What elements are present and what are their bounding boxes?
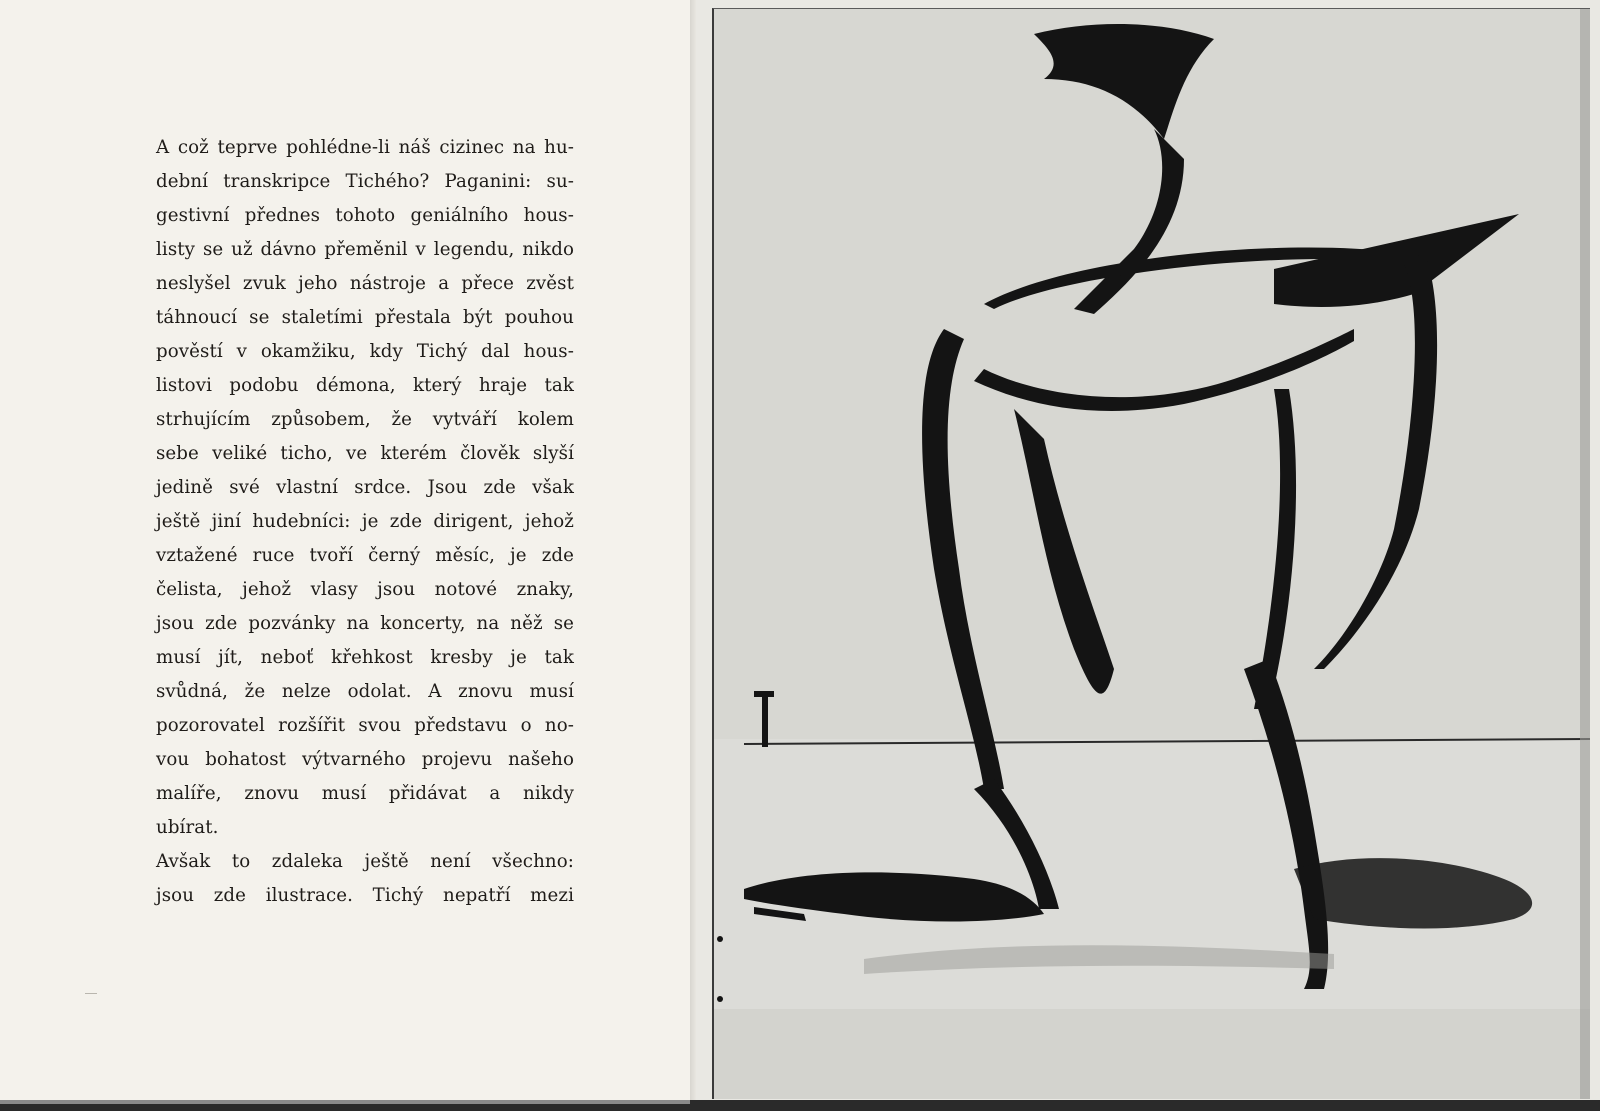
text-line: vou bohatost výtvarného projevu našeho — [156, 749, 574, 770]
left-page — [0, 0, 690, 1100]
illustration-plate — [712, 8, 1590, 1099]
text-line: Avšak to zdaleka ještě není všechno: — [156, 851, 574, 872]
text-line: musí jít, neboť křehkost kresby je tak — [156, 647, 574, 668]
crouching-figure-drawing — [714, 9, 1590, 1099]
text-line: A což teprve pohlédne-li náš cizinec na hu- — [156, 137, 574, 158]
bottom-edge — [0, 1100, 1600, 1111]
text-line: strhujícím způsobem, že vytváří kolem — [156, 409, 574, 430]
text-line: jsou zde ilustrace. Tichý nepatří mezi — [156, 885, 574, 906]
text-line: jedině své vlastní srdce. Jsou zde však — [156, 477, 574, 498]
text-line: pověstí v okamžiku, kdy Tichý dal hous- — [156, 341, 574, 362]
text-line: táhnoucí se staletími přestala být pouhou — [156, 307, 574, 328]
stray-mark — [85, 993, 97, 994]
body-text — [156, 131, 574, 913]
text-line: gestivní přednes tohoto geniálního hous- — [156, 205, 574, 226]
text-line: malíře, znovu musí přidávat a nikdy — [156, 783, 574, 804]
text-line: ubírat. — [156, 817, 219, 838]
text-line: svůdná, že nelze odolat. A znovu musí — [156, 681, 574, 702]
text-line: dební transkripce Tichého? Paganini: su- — [156, 171, 574, 192]
text-line: čelista, jehož vlasy jsou notové znaky, — [156, 579, 574, 600]
text-line: sebe veliké ticho, ve kterém člověk slyší — [156, 443, 574, 464]
text-line: pozorovatel rozšířit svou představu o no- — [156, 715, 574, 736]
text-line: listy se už dávno přeměnil v legendu, nikdo — [156, 239, 574, 260]
left-page-edge — [0, 1100, 690, 1104]
text-line: ještě jiní hudebníci: je zde dirigent, jehož — [156, 511, 574, 532]
text-line: neslyšel zvuk jeho nástroje a přece zvěst — [156, 273, 574, 294]
text-line: vztažené ruce tvoří černý měsíc, je zde — [156, 545, 574, 566]
text-line: listovi podobu démona, který hraje tak — [156, 375, 574, 396]
text-line: jsou zde pozvánky na koncerty, na něž se — [156, 613, 574, 634]
